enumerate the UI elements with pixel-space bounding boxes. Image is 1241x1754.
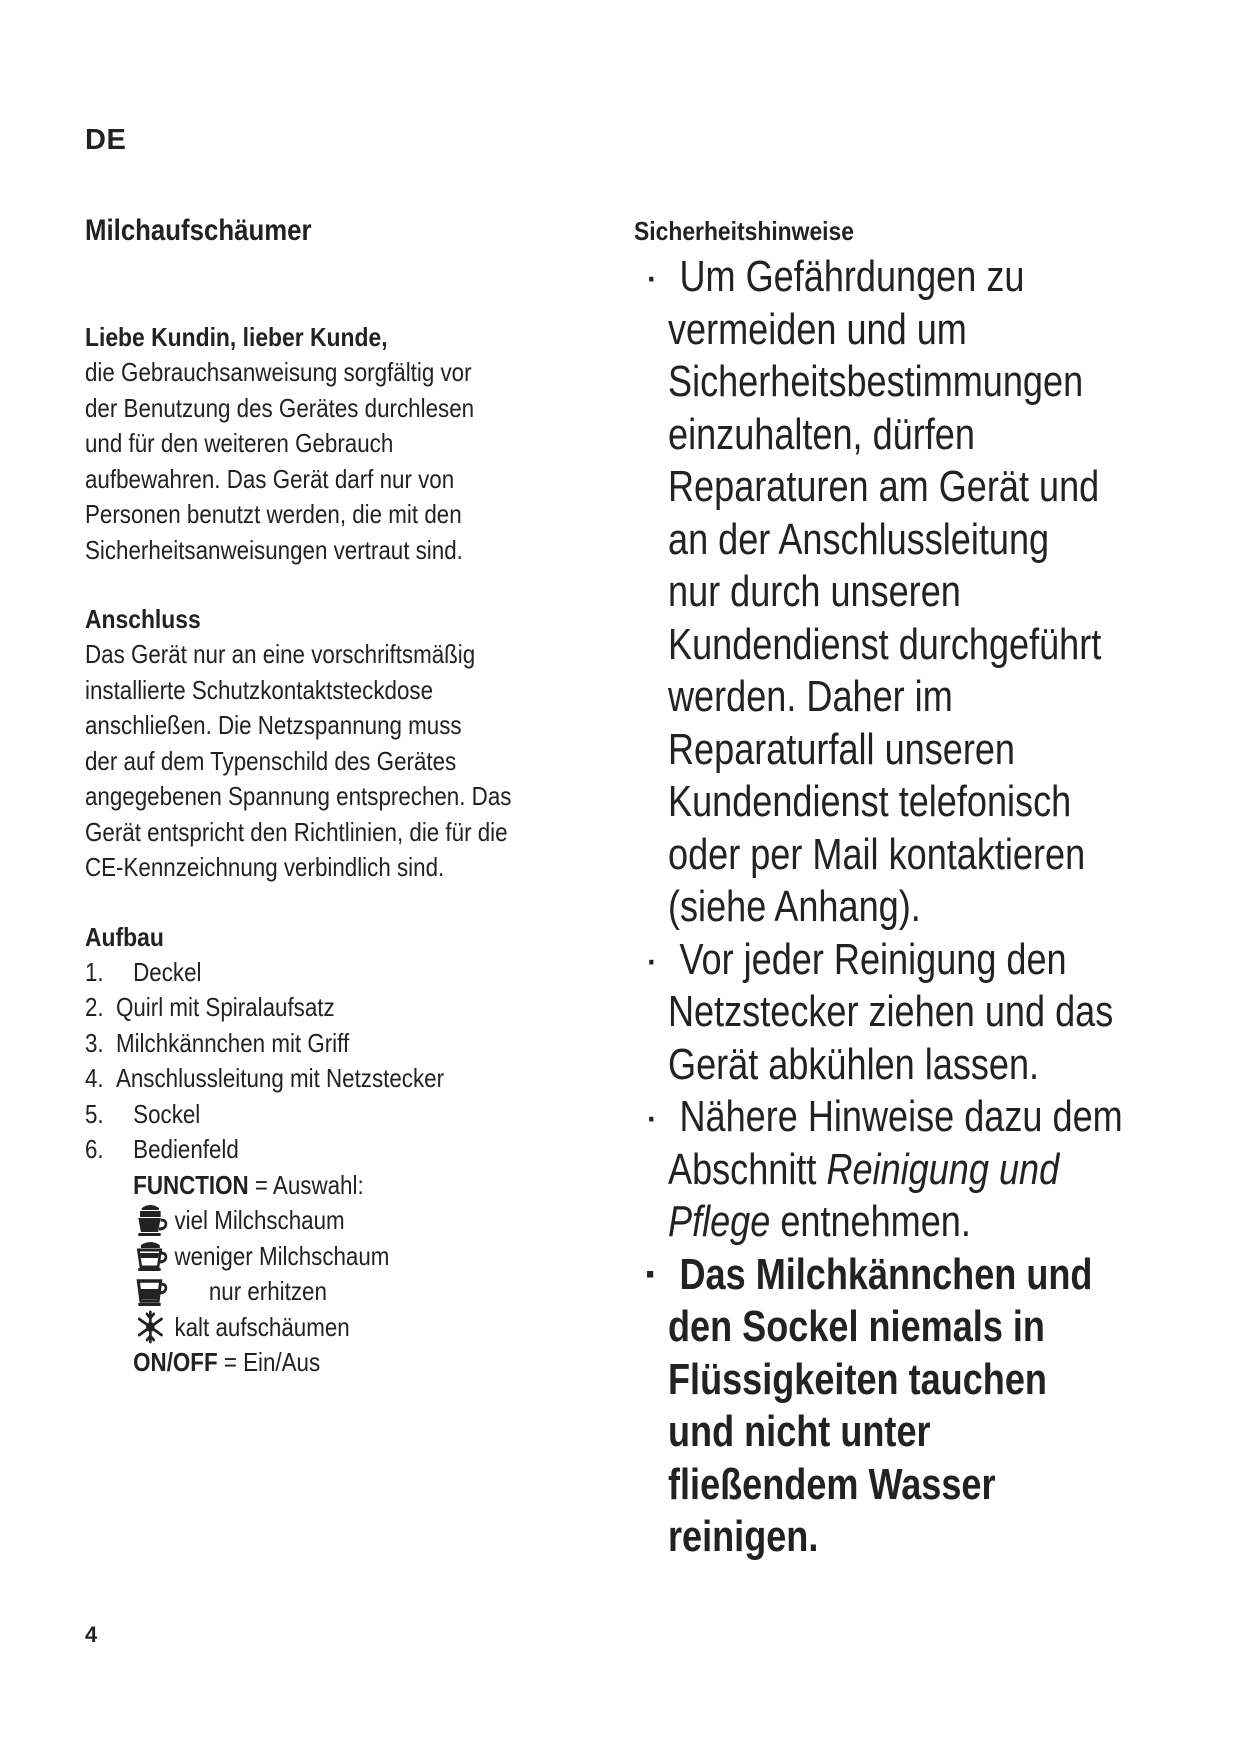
- safety-heading: Sicherheitshinweise: [634, 216, 854, 246]
- text-line: Sicherheitsanweisungen vertraut sind.: [85, 534, 463, 565]
- cup-full-foam-icon: [133, 1204, 167, 1238]
- function-key-label: FUNCTION: [133, 1169, 249, 1200]
- bullet-dot: ·: [644, 1249, 659, 1299]
- connection-text: [85, 637, 605, 886]
- list-item: 6. Bedienfeld: [85, 1134, 239, 1164]
- language-code: DE: [85, 124, 127, 156]
- safety-item: · Das Milchkännchen und den Sockel niemals in Flüssigkeiten tauchen und nicht unter fließendem Wasser reinigen.: [644, 1249, 1093, 1561]
- connection-section: [85, 602, 605, 886]
- text-line: aufbewahren. Das Gerät darf nur von: [85, 463, 455, 494]
- list-item: 5. Sockel: [85, 1098, 201, 1129]
- text-line: und für den weiteren Gebrauch: [85, 428, 394, 458]
- safety-item: · Vor jeder Reinigung den Netzstecker ziehen und das Gerät abkühlen lassen.: [644, 934, 1114, 1089]
- list-item: 1. Deckel: [85, 956, 202, 987]
- left-column: [85, 214, 605, 1415]
- bullet-dot: ·: [644, 934, 659, 984]
- right-column: [634, 216, 1194, 1564]
- text-line: Personen benutzt werden, die mit den: [85, 499, 462, 529]
- onoff-key-label: ON/OFF: [133, 1347, 218, 1377]
- text-line: der auf dem Typenschild des Gerätes: [85, 745, 457, 776]
- mode-item: weniger Milchschaum: [85, 1239, 532, 1275]
- structure-section: [85, 920, 605, 1381]
- product-title: Milchaufschäumer: [85, 214, 312, 247]
- greeting-heading: Liebe Kundin, lieber Kunde,: [85, 322, 388, 352]
- list-item: 2. Quirl mit Spiralaufsatz: [85, 992, 335, 1022]
- parts-list: [85, 955, 605, 1204]
- greeting-section: [85, 320, 605, 568]
- snowflake-icon: [133, 1310, 167, 1344]
- function-line: FUNCTION = Auswahl:: [133, 1169, 364, 1200]
- safety-item: · Um Gefährdungen zu vermeiden und um Sicherheitsbestimmungen einzuhalten, dürfen Reparaturen am Gerät und an der Anschlussleitung nur durch unseren Kundendienst durchgeführt werden. Daher im Reparaturfall unseren Kundendienst telefonisch oder per Mail kontaktieren (siehe Anhang).: [644, 252, 1102, 931]
- greeting-text: [85, 355, 605, 568]
- structure-heading: Aufbau: [85, 921, 164, 952]
- safety-list: [634, 251, 1194, 1564]
- safety-item: · Nähere Hinweise dazu dem Abschnitt Reinigung und Pflege entnehmen.: [644, 1092, 1123, 1246]
- list-item: 3. Milchkännchen mit Griff: [85, 1027, 350, 1058]
- page-number: 4: [85, 1622, 98, 1647]
- text-line: Gerät entspricht den Richtlinien, die für die: [85, 816, 508, 847]
- text-line: Das Gerät nur an eine vorschriftsmäßig: [85, 639, 476, 669]
- mode-item: viel Milchschaum: [85, 1203, 532, 1239]
- mode-list: [85, 1203, 532, 1381]
- cup-less-foam-icon: [133, 1239, 167, 1273]
- bullet-dot: ·: [644, 1092, 659, 1141]
- text-line: CE-Kennzeichnung verbindlich sind.: [85, 852, 445, 882]
- text-line: die Gebrauchsanweisung sorgfältig vor: [85, 357, 472, 387]
- list-item: 4. Anschlussleitung mit Netzstecker: [85, 1063, 445, 1093]
- text-line: der Benutzung des Gerätes durchlesen: [85, 392, 475, 423]
- mode-item: nur erhitzen: [85, 1274, 532, 1310]
- onoff-line: ON/OFF = Ein/Aus: [133, 1347, 321, 1377]
- text-line: angegebenen Spannung entsprechen. Das: [85, 781, 512, 811]
- connection-heading: Anschluss: [85, 604, 201, 634]
- bullet-dot: ·: [644, 252, 659, 301]
- text-line: installierte Schutzkontaktsteckdose: [85, 674, 434, 705]
- cup-heat-only-icon: [133, 1275, 167, 1309]
- mode-item: kalt aufschäumen: [85, 1310, 532, 1346]
- text-line: anschließen. Die Netzspannung muss: [85, 710, 462, 740]
